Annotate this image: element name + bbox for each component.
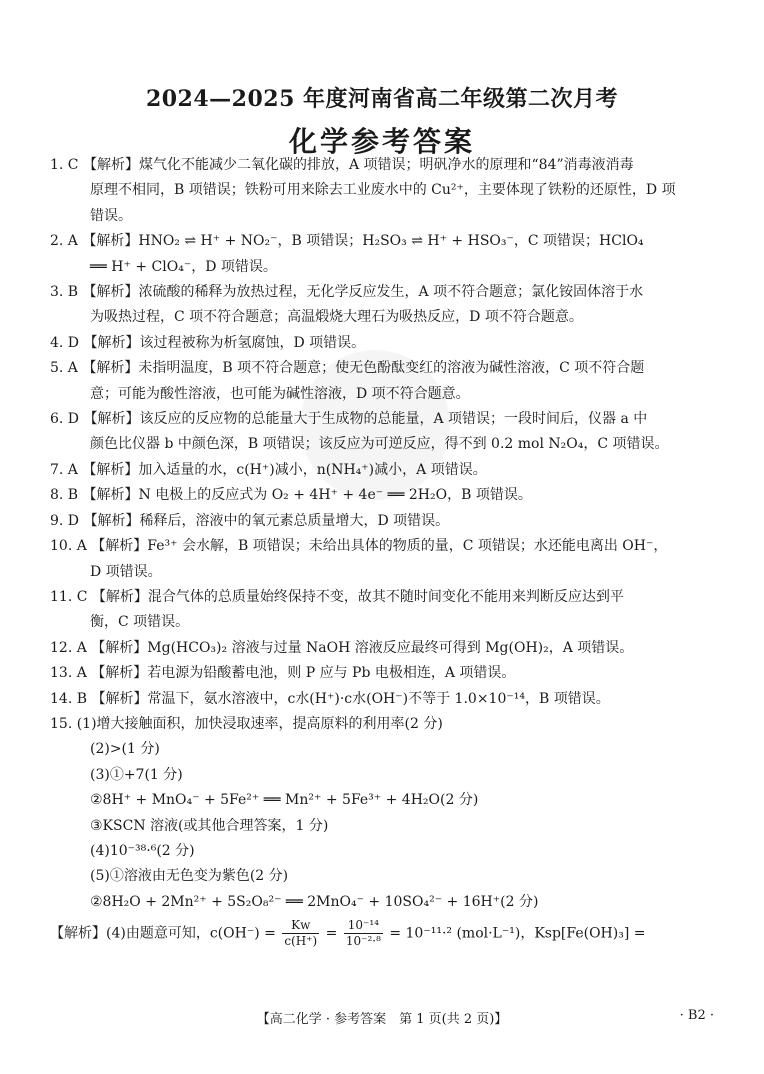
footer-code: · B2 · [679,1008,714,1023]
answer-item [50,153,722,229]
answer-line: 10. A 【解析】Fe³⁺ 会水解，B 项错误；未给出具体的物质的量，C 项错误；水还能电离出 OH⁻， [50,538,668,555]
fraction-powers-numerator: 10⁻¹⁴ [344,919,383,934]
answer-line: 13. A 【解析】若电源为铅酸蓄电池，则 P 应与 Pb 电极相连，A 项错误。 [50,665,516,682]
answer-item [50,585,722,636]
answer-item [50,331,722,356]
answer-line: ══ H⁺ + ClO₄⁻，D 项错误。 [90,258,277,275]
answer-line: 1. C 【解析】煤气化不能减少二氧化碳的排放，A 项错误；明矾净水的原理和“84”消毒液消毒 [50,157,634,173]
answer-line: 为吸热过程，C 项不符合题意；高温煅烧大理石为吸热反应，D 项不符合题意。 [90,309,583,326]
question-15 [50,712,722,915]
page-footer [0,1008,764,1028]
answer-item [50,636,722,661]
q15-subanswer: (2)>(1 分) [90,741,160,758]
answer-line: 4. D 【解析】该过程被称为析氢腐蚀，D 项错误。 [50,334,366,351]
answer-item [50,509,722,534]
answer-item [50,661,722,686]
fraction-kw [282,919,319,948]
q15-subanswer: ③KSCN 溶液(或其他合理答案，1 分) [90,817,329,834]
answer-line: 7. A 【解析】加入适量的水，c(H⁺)减小，n(NH₄⁺)减小，A 项错误。 [50,461,487,478]
answer-item [50,483,722,508]
answer-item [50,229,722,280]
exam-title: 2024—2025 年度河南省高二年级第二次月考 [145,86,619,112]
answer-line: 错误。 [90,207,132,224]
answer-line: 2. A 【解析】HNO₂ ⇌ H⁺ + NO₂⁻，B 项错误；H₂SO₃ ⇌ H⁺ + HSO₃⁻，C 项错误；HClO₄ [50,233,644,250]
fraction-powers [344,919,383,948]
answer-line: 衡，C 项错误。 [90,614,190,631]
q15-subanswer: (4)10⁻³⁸·⁶(2 分) [90,842,195,859]
answer-line: 12. A 【解析】Mg(HCO₃)₂ 溶液与过量 NaOH 溶液反应最终可得到 Mg(OH)₂，A 项错误。 [50,639,634,656]
fraction-powers-denominator: 10⁻²·⁸ [345,934,381,949]
footer-page-info: 【高二化学 · 参考答案 第 1 页(共 2 页)】 [256,1012,508,1027]
fraction-kw-denominator: c(H⁺) [284,934,318,949]
q15-head: 15. (1)增大接触面积，加快浸取速率，提高原料的利用率(2 分) [50,715,443,732]
answer-line: 颜色比仪器 b 中颜色深，B 项错误；该反应为可逆反应，得不到 0.2 mol N₂O₄，C 项错误。 [90,436,669,453]
analysis-suffix: = 10⁻¹¹·² (mol·L⁻¹)，Ksp[Fe(OH)₃] = [389,925,646,942]
answer-line: 11. C 【解析】混合气体的总质量始终保持不变，故其不随时间变化不能用来判断反应达到平 [50,588,624,605]
analysis-prefix: 【解析】(4)由题意可知，c(OH⁻) = [50,925,276,942]
q15-subanswer: ②8H₂O + 2Mn²⁺ + 5S₂O₈²⁻ ══ 2MnO₄⁻ + 10SO₄²⁻ + 16H⁺(2 分) [90,893,539,910]
answer-line: D 项错误。 [90,563,162,580]
answer-item [50,407,722,458]
answer-line: 5. A 【解析】未指明温度，B 项不符合题意；使无色酚酞变红的溶液为碱性溶液，C 项不符合题 [50,360,645,377]
answer-line: 8. B 【解析】N 电极上的反应式为 O₂ + 4H⁺ + 4e⁻ ══ 2H₂O，B 项错误。 [50,487,532,504]
q15-subanswers [50,737,722,915]
answer-item [50,458,722,483]
q15-subanswer: (5)①溶液由无色变为紫色(2 分) [90,868,289,885]
answer-line: 原理不相同，B 项错误；铁粉可用来除去工业废水中的 Cu²⁺，主要体现了铁粉的还原性，D 项 [90,182,676,199]
answer-line: 14. B 【解析】常温下，氨水溶液中，c水(H⁺)·c水(OH⁻)不等于 1.0×10⁻¹⁴，B 项错误。 [50,690,610,707]
answer-line: 意；可能为酸性溶液，也可能为碱性溶液，D 项不符合题意。 [90,385,470,402]
answer-list [50,153,722,712]
q15-subanswer: ②8H⁺ + MnO₄⁻ + 5Fe²⁺ ══ Mn²⁺ + 5Fe³⁺ + 4H₂O(2 分) [90,792,479,809]
document-subtitle: 化学参考答案 [288,125,475,158]
analysis-formula [50,919,722,949]
answer-item [50,280,722,331]
answer-line: 6. D 【解析】该反应的反应物的总能量大于生成物的总能量，A 项错误；一段时间后，仪器 a 中 [50,411,648,428]
analysis-equals: = [325,925,338,942]
answer-line: 3. B 【解析】浓硫酸的稀释为放热过程，无化学反应发生，A 项不符合题意；氯化铵固体溶于水 [50,284,644,301]
answer-item [50,356,722,407]
q15-subanswer: (3)①+7(1 分) [90,766,183,783]
answer-item [50,534,722,585]
fraction-kw-numerator: Kw [282,919,319,934]
answer-item [50,687,722,712]
answer-content [50,153,722,949]
answer-line: 9. D 【解析】稀释后，溶液中的氧元素总质量增大，D 项错误。 [50,512,450,529]
